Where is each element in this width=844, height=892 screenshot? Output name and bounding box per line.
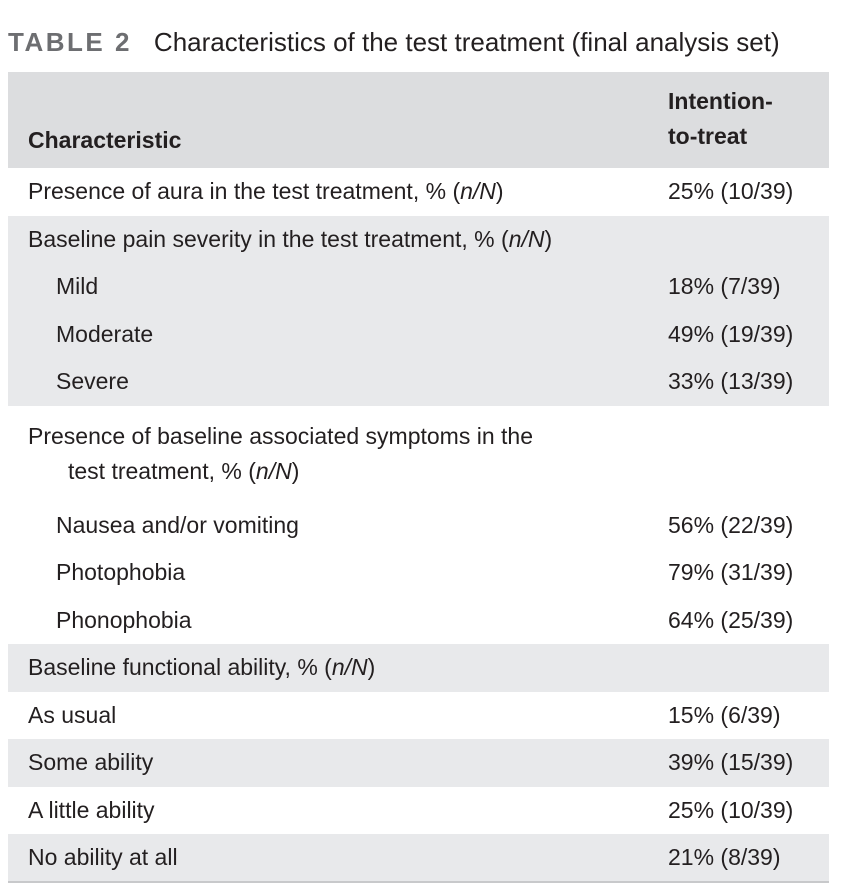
table-row <box>8 168 829 216</box>
row-label: Photophobia <box>56 559 186 586</box>
column-header-itt-line2: to-treat <box>668 123 748 149</box>
column-header-characteristic: Characteristic <box>8 72 648 168</box>
characteristics-table <box>8 72 829 883</box>
row-value: 25% (10/39) <box>668 178 794 205</box>
table-header-row <box>8 72 829 168</box>
table-row <box>8 739 829 787</box>
row-label: No ability at all <box>8 834 648 882</box>
row-value: 33% (13/39) <box>648 358 829 406</box>
table-row <box>8 644 829 692</box>
row-label: Phonophobia <box>56 606 192 633</box>
row-label: Moderate <box>8 311 648 359</box>
row-label: Presence of baseline associated symptoms in the test treatment, % (n/N) <box>28 422 533 484</box>
table-row <box>8 311 829 359</box>
row-value <box>648 216 829 264</box>
row-value: 15% (6/39) <box>668 701 781 728</box>
row-value: 25% (10/39) <box>668 796 794 823</box>
table-row <box>8 502 829 550</box>
row-value <box>648 644 829 692</box>
row-label: As usual <box>28 701 117 728</box>
row-value: 21% (8/39) <box>648 834 829 882</box>
table-row <box>8 692 829 740</box>
column-header-itt-line1: Intention- <box>668 88 773 114</box>
table-number: TABLE 2 <box>8 26 132 57</box>
table-row <box>8 597 829 645</box>
table-row <box>8 263 829 311</box>
row-label: Mild <box>8 263 648 311</box>
row-label: Baseline pain severity in the test treatment, % (n/N) <box>8 216 648 264</box>
table-row <box>8 787 829 835</box>
row-value: 39% (15/39) <box>648 739 829 787</box>
table-row <box>8 358 829 406</box>
row-value: 56% (22/39) <box>668 511 794 538</box>
row-label: Severe <box>8 358 648 406</box>
table-title: Characteristics of the test treatment (final analysis set) <box>153 26 780 57</box>
row-value: 79% (31/39) <box>668 559 794 586</box>
row-label: Presence of aura in the test treatment, % (n/N) <box>28 178 504 205</box>
table-caption <box>8 22 780 62</box>
row-value: 64% (25/39) <box>668 606 794 633</box>
row-label: A little ability <box>28 796 155 823</box>
table-row <box>8 216 829 264</box>
row-label: Baseline functional ability, % (n/N) <box>8 644 648 692</box>
row-label: Nausea and/or vomiting <box>56 511 299 538</box>
row-value <box>648 406 829 502</box>
table-row <box>8 406 829 502</box>
row-value: 18% (7/39) <box>648 263 829 311</box>
table-row <box>8 834 829 882</box>
table-row <box>8 549 829 597</box>
row-label: Some ability <box>8 739 648 787</box>
column-header-intention-to-treat <box>648 72 829 168</box>
row-value: 49% (19/39) <box>648 311 829 359</box>
